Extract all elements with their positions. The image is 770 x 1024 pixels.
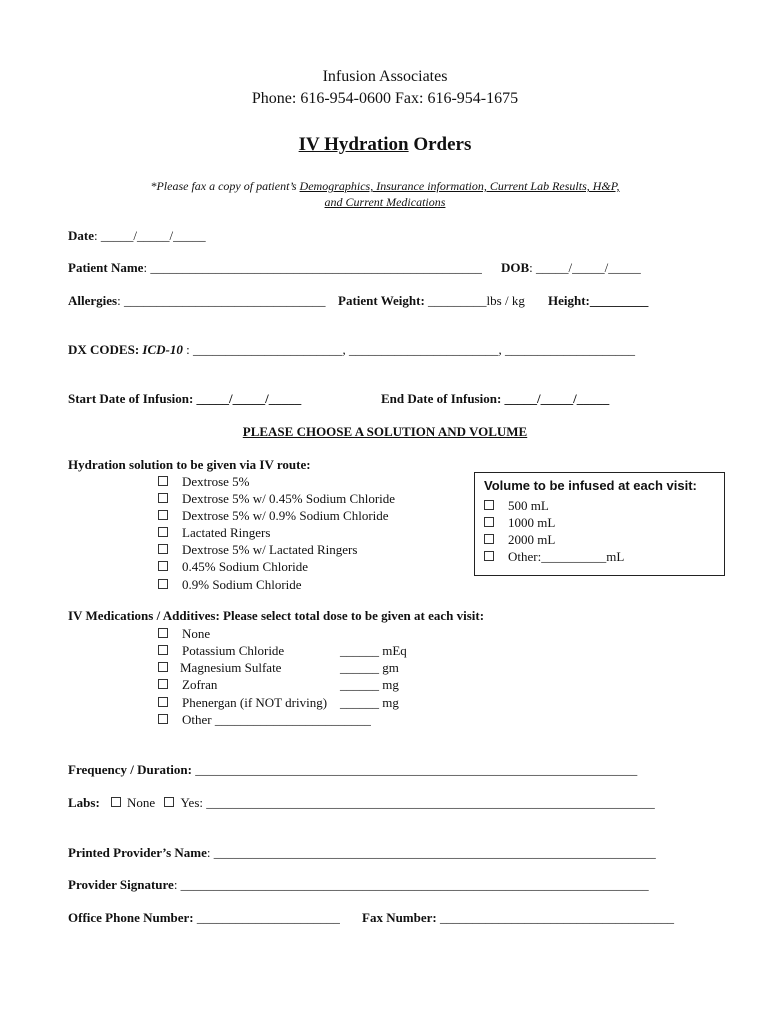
checkbox[interactable] [158,561,168,571]
hydration-option[interactable] [158,491,395,507]
checkbox[interactable] [158,544,168,554]
height-label: Height: [548,293,590,308]
hydration-option-label: Dextrose 5% w/ 0.45% Sodium Chloride [182,491,396,506]
weight-blank[interactable]: _________lbs / kg [428,293,525,308]
dx-codes-field[interactable] [68,342,635,358]
date-field[interactable] [68,228,206,244]
hydration-option-label: Dextrose 5% [182,474,250,489]
volume-box [474,472,725,576]
checkbox[interactable] [158,679,168,689]
dob-blank[interactable]: : _____/_____/_____ [529,260,641,275]
height-blank[interactable]: _________ [589,293,649,308]
medication-option[interactable] [158,643,284,659]
medication-option[interactable] [158,677,217,693]
labs-none-checkbox[interactable] [111,797,121,807]
checkbox[interactable] [158,628,168,638]
checkbox[interactable] [158,697,168,707]
medication-name: Zofran [182,677,218,692]
fax-blank[interactable]: ____________________________________ [440,910,674,925]
fax-note-docs: Demographics, Insurance information, Current Lab Results, H&P, [299,179,620,193]
dob-label: DOB [501,260,530,275]
hydration-option[interactable] [158,474,250,490]
checkbox[interactable] [158,510,168,520]
frequency-field[interactable] [68,762,637,778]
fax-field[interactable] [362,910,674,926]
volume-option[interactable] [484,515,555,531]
volume-option-label: 1000 mL [508,515,556,530]
office-phone-label: Office Phone Number: [68,910,197,925]
checkbox[interactable] [158,662,168,672]
hydration-option[interactable] [158,508,389,524]
org-name: Infusion Associates [322,68,448,85]
labs-yes-label: Yes: [180,795,207,810]
medication-dose[interactable]: ______ mEq [340,643,407,658]
volume-option-label: 500 mL [508,498,549,513]
volume-option-label: Other:__________mL [508,549,625,564]
labs-field[interactable] [68,795,655,811]
dx-label: DX CODES: [68,342,143,357]
title-rest: Orders [413,134,472,155]
medication-dose[interactable]: ______ gm [340,660,399,675]
medication-option[interactable] [158,712,371,728]
labs-yes-checkbox[interactable] [164,797,174,807]
checkbox[interactable] [484,551,494,561]
patient-name-label: Patient Name [68,260,144,275]
signature-blank[interactable]: : ________________________________________________________________________ [173,877,649,892]
checkbox[interactable] [158,645,168,655]
office-phone-blank[interactable]: ______________________ [196,910,340,925]
hydration-option[interactable] [158,577,302,593]
start-date-field[interactable]: Start Date of Infusion: _____/_____/_____ [68,391,302,406]
patient-name-blank[interactable]: : ___________________________________________________ [143,260,482,275]
office-phone-field[interactable] [68,910,340,926]
volume-option[interactable] [484,549,624,565]
volume-option-label: 2000 mL [508,532,556,547]
height-field[interactable] [548,293,648,309]
medication-name: None [182,626,211,641]
frequency-label: Frequency / Duration: [68,762,196,777]
hydration-option-label: Dextrose 5% w/ Lactated Ringers [182,542,358,557]
medication-option[interactable] [158,626,210,642]
medication-name: Phenergan (if NOT driving) [182,695,328,710]
date-blank[interactable]: : _____/_____/_____ [94,228,206,243]
allergies-label: Allergies [68,293,118,308]
checkbox[interactable] [158,527,168,537]
medication-option[interactable] [158,660,281,676]
provider-name-field[interactable] [68,845,656,861]
hydration-option[interactable] [158,542,357,558]
hydration-option-label: 0.45% Sodium Chloride [182,559,309,574]
hydration-option-label: Lactated Ringers [182,525,271,540]
fax-note-line-1 [0,179,770,194]
labs-blank[interactable]: _____________________________________________________________________ [206,795,655,810]
provider-signature-field[interactable] [68,877,649,893]
medication-option[interactable] [158,695,327,711]
provider-name-blank[interactable]: : ____________________________________________________________________ [206,845,656,860]
checkbox[interactable] [158,579,168,589]
hydration-option[interactable] [158,525,270,541]
volume-option[interactable] [484,498,549,514]
fax-note-lead: *Please fax a copy of patient’s [150,179,300,193]
allergies-blank[interactable]: : _______________________________ [117,293,326,308]
fax-note-line-2: and Current Medications [324,195,446,209]
volume-heading: Volume to be infused at each visit: [484,478,697,493]
medication-dose[interactable]: ______ mg [340,695,399,710]
patient-name-field[interactable] [68,260,482,276]
medication-name: Magnesium Sulfate [180,660,282,675]
end-date-field[interactable]: End Date of Infusion: _____/_____/_____ [381,391,610,406]
checkbox[interactable] [158,493,168,503]
frequency-blank[interactable]: ____________________________________________________________________ [195,762,638,777]
choose-heading: PLEASE CHOOSE A SOLUTION AND VOLUME [242,424,528,439]
title-underlined: IV Hydration [298,134,409,155]
weight-field[interactable] [338,293,525,309]
checkbox[interactable] [484,517,494,527]
medication-dose[interactable]: ______ mg [340,677,399,692]
provider-name-label: Printed Provider’s Name [68,845,207,860]
hydration-option-label: 0.9% Sodium Chloride [182,577,302,592]
allergies-field[interactable] [68,293,325,309]
page-title [0,134,770,156]
hydration-heading: Hydration solution to be given via IV route: [68,457,311,472]
date-label: Date [68,228,94,243]
checkbox[interactable] [484,500,494,510]
medications-heading: IV Medications / Additives: Please select total dose to be given at each visit: [68,608,485,623]
checkbox[interactable] [158,476,168,486]
hydration-option-label: Dextrose 5% w/ 0.9% Sodium Chloride [182,508,389,523]
volume-option[interactable] [484,532,555,548]
checkbox[interactable] [484,534,494,544]
checkbox[interactable] [158,714,168,724]
labs-none-label: None [127,795,156,810]
weight-label: Patient Weight: [338,293,425,308]
signature-label: Provider Signature [68,877,174,892]
labs-label: Labs: [68,795,100,810]
hydration-option[interactable] [158,559,308,575]
dx-blank[interactable]: : _______________________, _______________________, ____________________ [182,342,635,357]
dob-field[interactable] [501,260,641,276]
dx-icd-label: ICD-10 [142,342,183,357]
medication-name: Potassium Chloride [182,643,285,658]
medication-name: Other ________________________ [182,712,371,727]
org-contact: Phone: 616-954-0600 Fax: 616-954-1675 [251,90,519,107]
fax-label: Fax Number: [362,910,440,925]
